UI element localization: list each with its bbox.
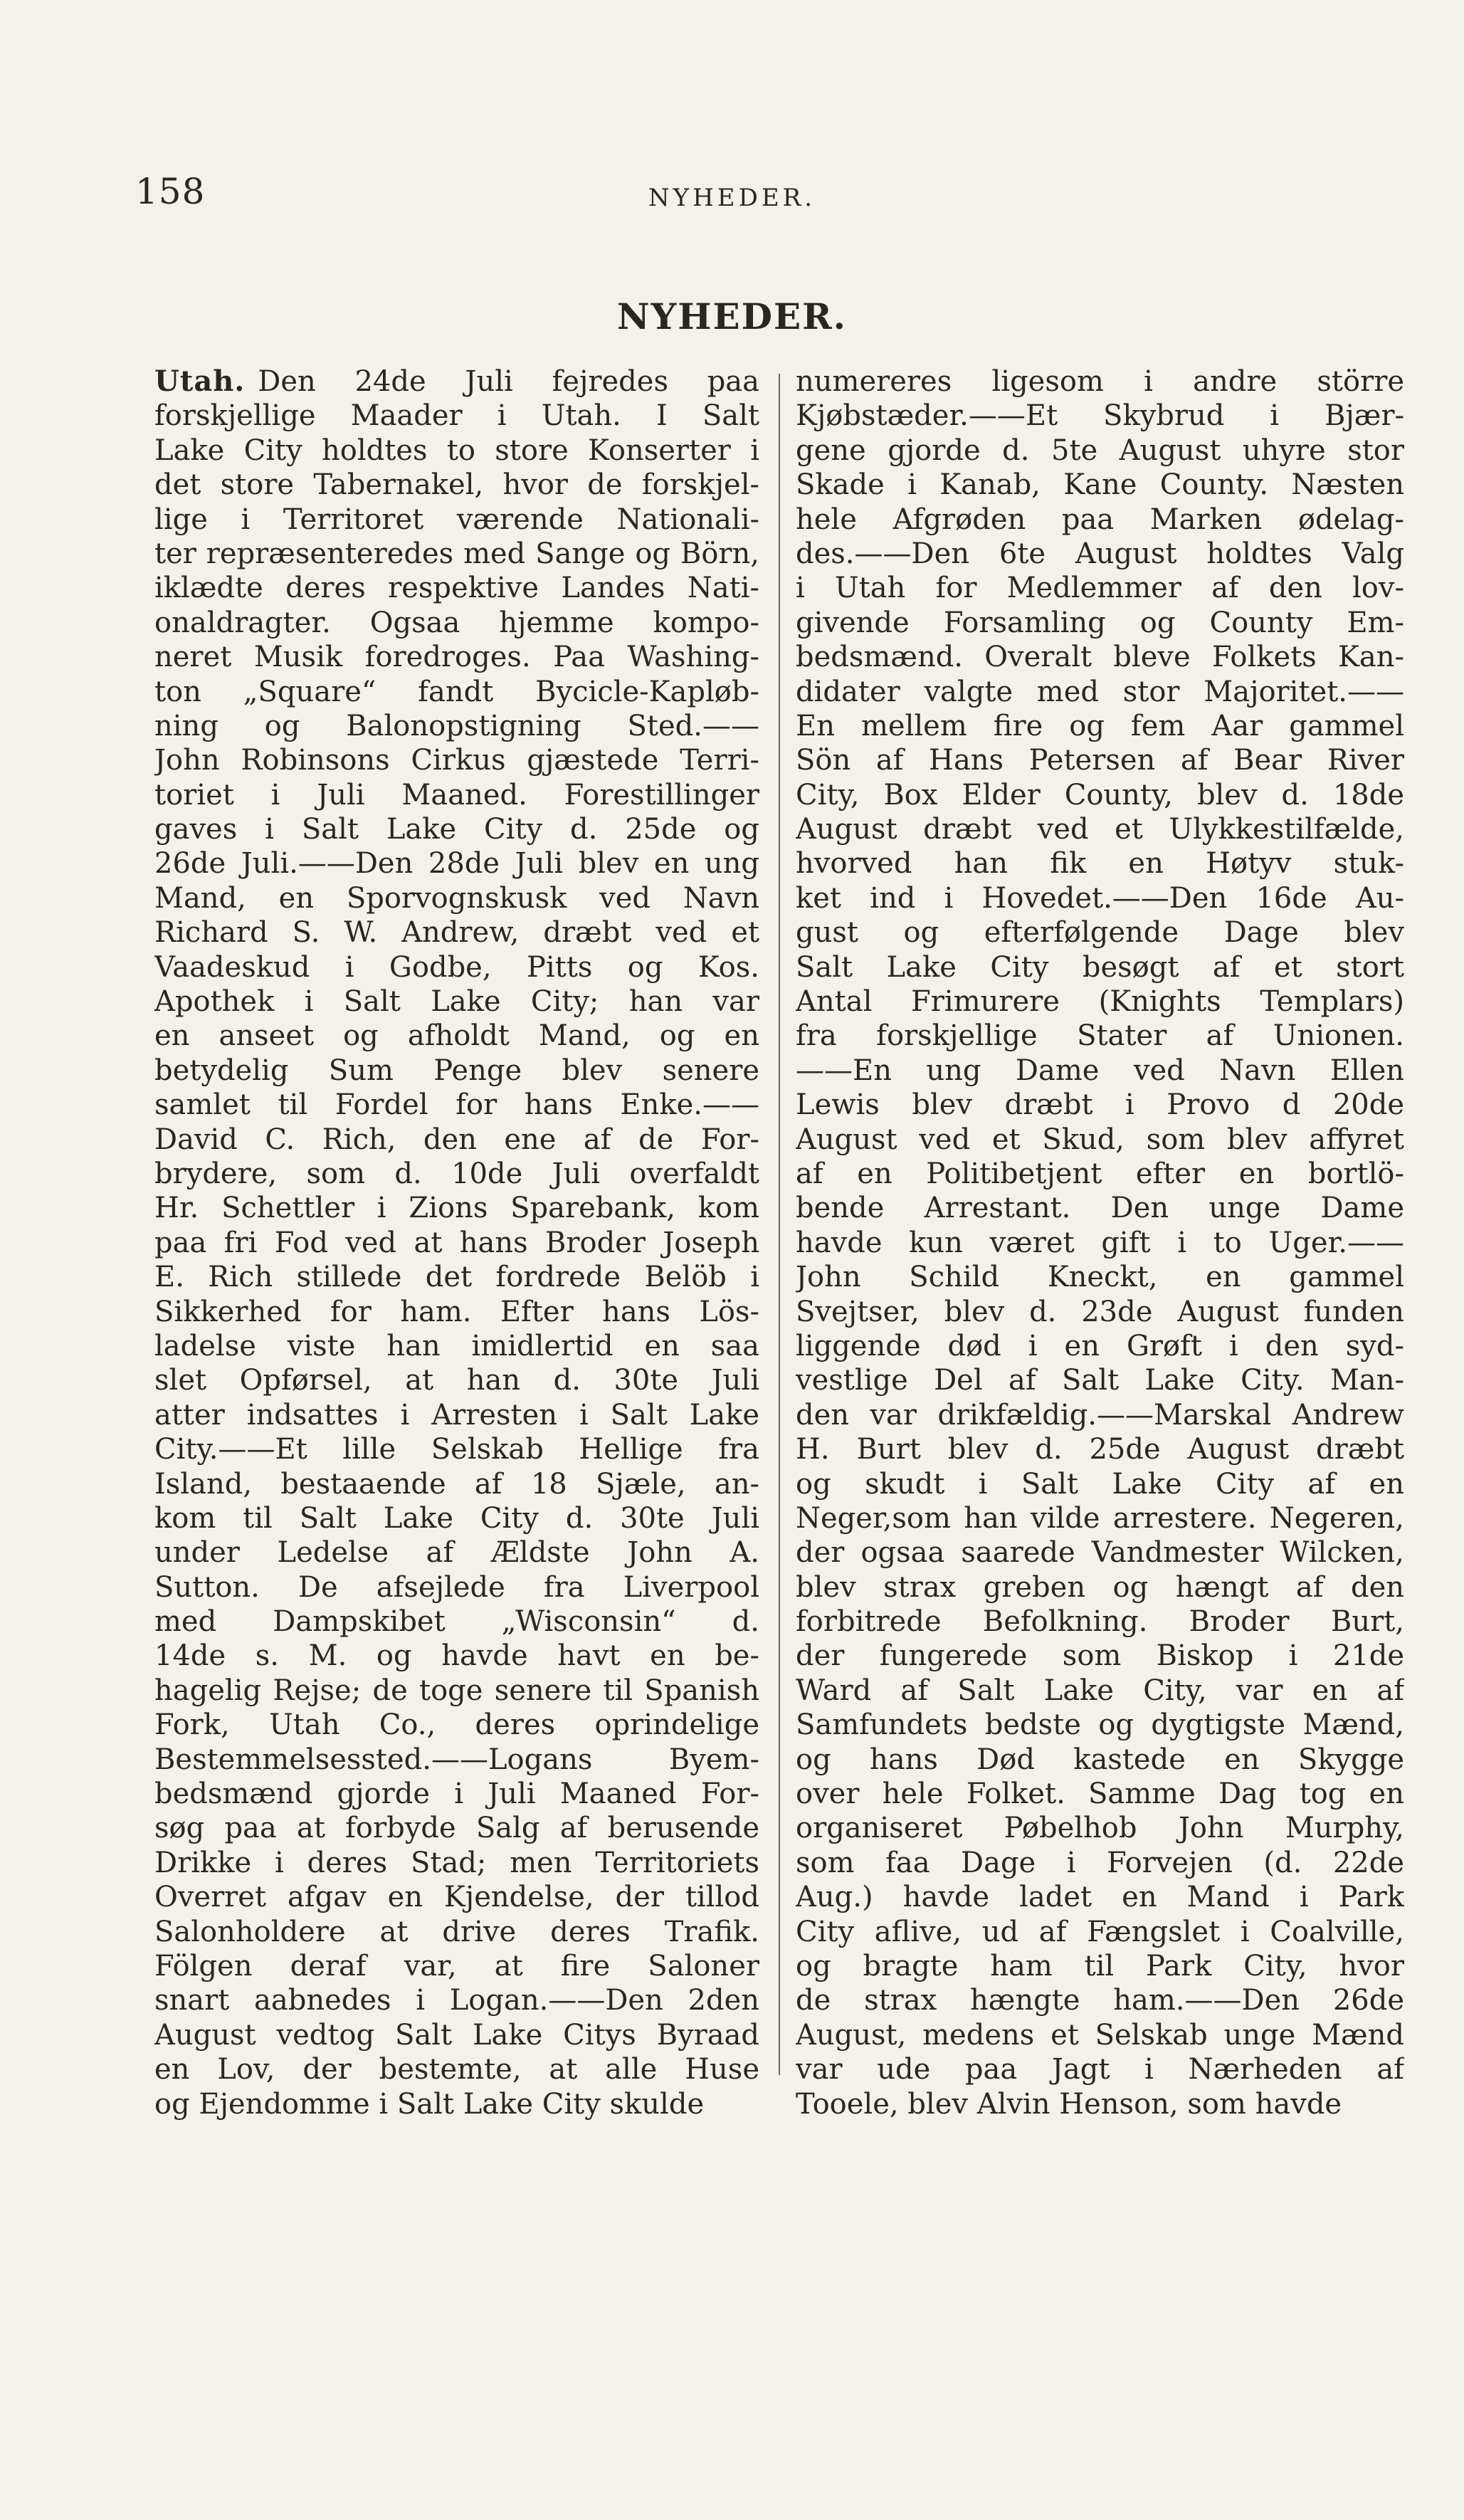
text-line: af en Politibetjent efter en bortlö- bbox=[796, 1157, 1404, 1190]
text-line: iklædte deres respektive Landes Nati- bbox=[154, 572, 759, 605]
text-line: som faa Dage i Forvejen (d. 22de bbox=[796, 1846, 1404, 1879]
text-line: Sön af Hans Petersen af Bear River bbox=[796, 744, 1404, 777]
text-line: ton „Square“ fandt Bycicle-Kapløb- bbox=[154, 675, 759, 708]
text-line: blev strax greben og hængt af den bbox=[796, 1570, 1404, 1604]
text-line: David C. Rich, den ene af de For- bbox=[154, 1123, 759, 1156]
text-line: ——En ung Dame ved Navn Ellen bbox=[796, 1054, 1404, 1087]
section-title: NYHEDER. bbox=[616, 295, 848, 337]
text-line: betydelig Sum Penge blev senere bbox=[154, 1054, 759, 1087]
text-line: August ved et Skud, som blev affyret bbox=[796, 1123, 1404, 1156]
text-line: neret Musik foredroges. Paa Washing- bbox=[154, 641, 759, 674]
text-line: Antal Frimurere (Knights Templars) bbox=[796, 985, 1404, 1019]
text-line: Kjøbstæder.——Et Skybrud i Bjær- bbox=[796, 399, 1404, 433]
text-line: bende Arrestant. Den unge Dame bbox=[796, 1192, 1404, 1225]
text-line: hvorved han fik en Høtyv stuk- bbox=[796, 847, 1404, 881]
text-line: gaves i Salt Lake City d. 25de og bbox=[154, 813, 759, 846]
text-line: det store Tabernakel, hvor de forskjel- bbox=[154, 468, 759, 502]
text-line: gust og efterfølgende Dage blev bbox=[796, 916, 1404, 950]
text-line: Lake City holdtes to store Konserter i bbox=[154, 434, 759, 467]
lead-line-text: Den 24de Juli fejredes paa bbox=[258, 365, 759, 398]
text-line: og skudt i Salt Lake City af en bbox=[796, 1467, 1404, 1501]
text-line: ket ind i Hovedet.——Den 16de Au- bbox=[796, 881, 1404, 915]
text-line: City, Box Elder County, blev d. 18de bbox=[796, 778, 1404, 812]
text-line: Svejtser, blev d. 23de August funden bbox=[796, 1295, 1404, 1328]
text-line: H. Burt blev d. 25de August dræbt bbox=[796, 1433, 1404, 1466]
text-line: var ude paa Jagt i Nærheden af bbox=[796, 2053, 1404, 2086]
text-line: bedsmænd gjorde i Juli Maaned For- bbox=[154, 1778, 759, 1811]
text-line: John Schild Kneckt, en gammel bbox=[796, 1261, 1404, 1294]
text-line: der ogsaa saarede Vandmester Wilcken, bbox=[796, 1536, 1404, 1570]
text-line: Mand, en Sporvognskusk ved Navn bbox=[154, 881, 759, 915]
text-line: Fölgen deraf var, at fire Saloner bbox=[154, 1949, 759, 1983]
text-line: atter indsattes i Arresten i Salt Lake bbox=[154, 1398, 759, 1432]
text-line: Drikke i deres Stad; men Territoriets bbox=[154, 1846, 759, 1879]
text-line: lige i Territoret værende Nationali- bbox=[154, 503, 759, 536]
text-line: onaldragter. Ogsaa hjemme kompo- bbox=[154, 606, 759, 639]
text-line: toriet i Juli Maaned. Forestillinger bbox=[154, 778, 759, 812]
text-line: numereres ligesom i andre större bbox=[796, 365, 1404, 398]
text-line: City aflive, ud af Fængslet i Coalville, bbox=[796, 1915, 1404, 1948]
text-line: havde kun været gift i to Uger.—— bbox=[796, 1226, 1404, 1259]
text-line: samlet til Fordel for hans Enke.—— bbox=[154, 1088, 759, 1122]
text-line: Salonholdere at drive deres Trafik. bbox=[154, 1915, 759, 1948]
text-line: Hr. Schettler i Zions Sparebank, kom bbox=[154, 1192, 759, 1225]
text-line: Vaadeskud i Godbe, Pitts og Kos. bbox=[154, 950, 759, 984]
text-line: de strax hængte ham.——Den 26de bbox=[796, 1984, 1404, 2017]
text-line: ladelse viste han imidlertid en saa bbox=[154, 1329, 759, 1363]
page-number: 158 bbox=[135, 171, 206, 212]
text-line: Samfundets bedste og dygtigste Mænd, bbox=[796, 1708, 1404, 1742]
text-line: Apothek i Salt Lake City; han var bbox=[154, 985, 759, 1019]
text-line: og hans Død kastede en Skygge bbox=[796, 1743, 1404, 1776]
text-line: hagelig Rejse; de toge senere til Spanish bbox=[154, 1674, 759, 1707]
text-line: Fork, Utah Co., deres oprindelige bbox=[154, 1708, 759, 1742]
text-line: Salt Lake City besøgt af et stort bbox=[796, 950, 1404, 984]
text-line: over hele Folket. Samme Dag tog en bbox=[796, 1778, 1404, 1811]
text-line: ter repræsenteredes med Sange og Börn, bbox=[154, 537, 759, 570]
left-column bbox=[154, 364, 759, 2121]
text-line: den var drikfældig.——Marskal Andrew bbox=[796, 1398, 1404, 1432]
text-line: liggende død i en Grøft i den syd- bbox=[796, 1329, 1404, 1363]
text-line: August dræbt ved et Ulykkestilfælde, bbox=[796, 813, 1404, 846]
text-line: og bragte ham til Park City, hvor bbox=[796, 1949, 1404, 1983]
text-line: fra forskjellige Stater af Unionen. bbox=[796, 1019, 1404, 1053]
text-line: søg paa at forbyde Salg af berusende bbox=[154, 1812, 759, 1845]
text-line: Richard S. W. Andrew, dræbt ved et bbox=[154, 916, 759, 950]
text-line: organiseret Pøbelhob John Murphy, bbox=[796, 1812, 1404, 1845]
text-line: des.——Den 6te August holdtes Valg bbox=[796, 537, 1404, 570]
text-line: August, medens et Selskab unge Mænd bbox=[796, 2018, 1404, 2052]
text-line: under Ledelse af Ældste John A. bbox=[154, 1536, 759, 1570]
text-line: ning og Balonopstigning Sted.—— bbox=[154, 709, 759, 742]
text-line: givende Forsamling og County Em- bbox=[796, 606, 1404, 639]
text-line: snart aabnedes i Logan.——Den 2den bbox=[154, 1984, 759, 2017]
text-line: forbitrede Befolkning. Broder Burt, bbox=[796, 1605, 1404, 1639]
text-line: med Dampskibet „Wisconsin“ d. bbox=[154, 1605, 759, 1639]
text-line: forskjellige Maader i Utah. I Salt bbox=[154, 399, 759, 433]
text-line: Skade i Kanab, Kane County. Næsten bbox=[796, 468, 1404, 502]
running-header: NYHEDER. bbox=[648, 184, 816, 212]
text-line: August vedtog Salt Lake Citys Byraad bbox=[154, 2018, 759, 2052]
text-line: brydere, som d. 10de Juli overfaldt bbox=[154, 1157, 759, 1190]
text-line: Island, bestaaende af 18 Sjæle, an- bbox=[154, 1467, 759, 1501]
text-line: Aug.) havde ladet en Mand i Park bbox=[796, 1881, 1404, 1914]
text-line: der fungerede som Biskop i 21de bbox=[796, 1639, 1404, 1673]
text-line: Neger,som han vilde arrestere. Negeren, bbox=[796, 1501, 1404, 1535]
column-divider bbox=[779, 374, 780, 2075]
right-column bbox=[796, 364, 1404, 2121]
text-line: slet Opførsel, at han d. 30te Juli bbox=[154, 1364, 759, 1397]
text-line: og Ejendomme i Salt Lake City skulde bbox=[154, 2087, 705, 2121]
text-line: paa fri Fod ved at hans Broder Joseph bbox=[154, 1226, 759, 1259]
text-line: Tooele, blev Alvin Henson, som havde bbox=[796, 2087, 1342, 2121]
text-line: hele Afgrøden paa Marken ødelag- bbox=[796, 503, 1404, 536]
text-line: en anseet og afholdt Mand, og en bbox=[154, 1019, 759, 1053]
lead-word: Utah. bbox=[154, 364, 246, 398]
text-line: gene gjorde d. 5te August uhyre stor bbox=[796, 434, 1404, 467]
text-line: Sutton. De afsejlede fra Liverpool bbox=[154, 1570, 759, 1604]
text-line bbox=[154, 364, 759, 399]
text-line: City.——Et lille Selskab Hellige fra bbox=[154, 1433, 759, 1466]
text-line: kom til Salt Lake City d. 30te Juli bbox=[154, 1501, 759, 1535]
text-line: 26de Juli.——Den 28de Juli blev en ung bbox=[154, 847, 759, 881]
text-line: didater valgte med stor Majoritet.—— bbox=[796, 675, 1404, 708]
text-line: John Robinsons Cirkus gjæstede Terri- bbox=[154, 744, 759, 777]
text-line: i Utah for Medlemmer af den lov- bbox=[796, 572, 1404, 605]
text-line: E. Rich stillede det fordrede Belöb i bbox=[154, 1261, 759, 1294]
text-line: Sikkerhed for ham. Efter hans Lös- bbox=[154, 1295, 759, 1328]
text-line: Overret afgav en Kjendelse, der tillod bbox=[154, 1881, 759, 1914]
text-line: Ward af Salt Lake City, var en af bbox=[796, 1674, 1404, 1707]
text-line: 14de s. M. og havde havt en be- bbox=[154, 1639, 759, 1673]
text-line: en Lov, der bestemte, at alle Huse bbox=[154, 2053, 759, 2086]
text-line: En mellem fire og fem Aar gammel bbox=[796, 709, 1404, 742]
text-line: vestlige Del af Salt Lake City. Man- bbox=[796, 1364, 1404, 1397]
text-line: Bestemmelsessted.——Logans Byem- bbox=[154, 1743, 759, 1776]
text-line: bedsmænd. Overalt bleve Folkets Kan- bbox=[796, 641, 1404, 674]
text-line: Lewis blev dræbt i Provo d 20de bbox=[796, 1088, 1404, 1122]
